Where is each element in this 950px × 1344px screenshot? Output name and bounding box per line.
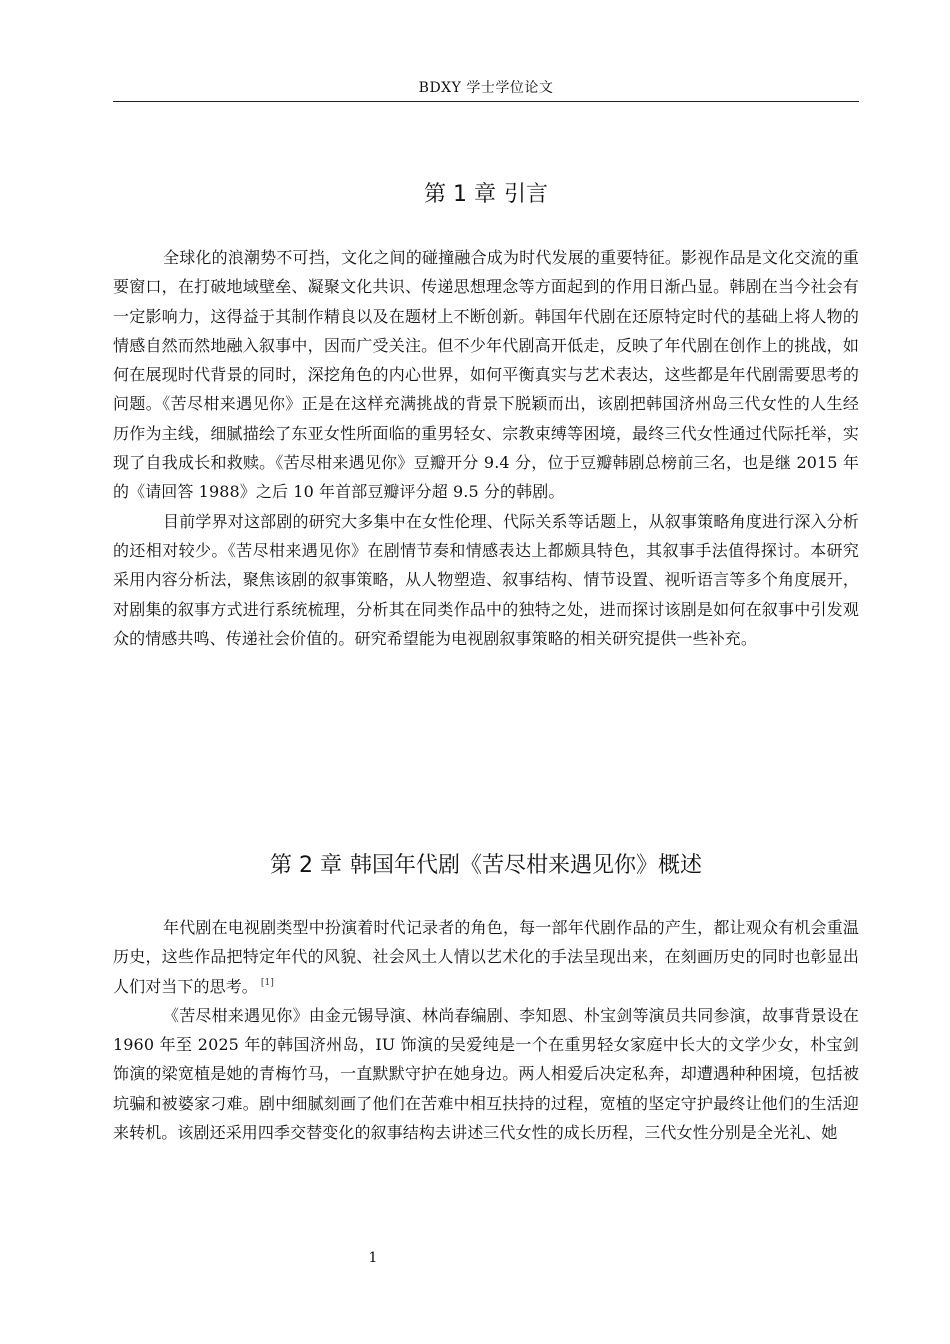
citation-marker: [1] (260, 978, 274, 989)
chapter-2-title: 韩国年代剧《苦尽柑来遇见你》概述 (349, 853, 702, 878)
chapter-1-body (113, 243, 859, 653)
chapter-1-title: 引言 (503, 182, 548, 207)
header-rule (113, 101, 859, 102)
running-header: BDXY 学士学位论文 (418, 80, 554, 96)
chapter-2-heading (113, 851, 859, 881)
chapter-2-paragraph-1 (113, 913, 859, 1001)
page-number: 1 (368, 1250, 378, 1266)
chapter-1-heading (113, 180, 859, 210)
chapter-1-paragraph-1: 全球化的浪潮势不可挡，文化之间的碰撞融合成为时代发展的重要特征。影视作品是文化交流的重要窗口，在打破地域壁垒、凝聚文化共识、传递思想理念等方面起到的作用日渐凸显。韩剧在当今社会有一定影响力，这得益于其制作精良以及在题材上不断创新。韩国年代剧在还原特定时代的基础上将人物的情感自然而然地融入叙事中，因而广受关注。但不少年代剧高开低走，反映了年代剧在创作上的挑战，如何在展现时代背景的同时，深挖角色的内心世界，如何平衡真实与艺术表达，这些都是年代剧需要思考的问题。《苦尽柑来遇见你》正是在这样充满挑战的背景下脱颖而出，该剧把韩国济州岛三代女性的人生经历作为主线，细腻描绘了东亚女性所面临的重男轻女、宗教束缚等困境，最终三代女性通过代际托举，实现了自我成长和救赎。《苦尽柑来遇见你》豆瓣开分 9.4 分，位于豆瓣韩剧总榜前三名，也是继 2015 年的《请回答 1988》之后 10 年首部豆瓣评分超 9.5 分的韩剧。 (113, 248, 859, 502)
chapter-1-paragraph-2: 目前学界对这部剧的研究大多集中在女性伦理、代际关系等话题上，从叙事策略角度进行深入分析的还相对较少。《苦尽柑来遇见你》在剧情节奏和情感表达上都颇具特色，其叙事手法值得探讨。本研究采用内容分析法，聚焦该剧的叙事策略，从人物塑造、叙事结构、情节设置、视听语言等多个角度展开，对剧集的叙事方式进行系统梳理，分析其在同类作品中的独特之处，进而探讨该剧是如何在叙事中引发观众的情感共鸣、传递社会价值的。研究希望能为电视剧叙事策略的相关研究提供一些补充。 (113, 511, 859, 648)
chapter-1-number: 第 1 章 (424, 182, 496, 207)
chapter-2-paragraph-1-text: 年代剧在电视剧类型中扮演着时代记录者的角色，每一部年代剧作品的产生，都让观众有机会重温历史，这些作品把特定年代的风貌、社会风土人情以艺术化的手法呈现出来，在刻画历史的同时也彰显出人们对当下的思考。 (113, 918, 859, 996)
chapter-2-paragraph-2: 《苦尽柑来遇见你》由金元锡导演、林尚春编剧、李知恩、朴宝剑等演员共同参演，故事背景设在 1960 年至 2025 年的韩国济州岛，IU 饰演的吴爱纯是一个在重男轻女家庭中长大的文学少女，朴宝剑饰演的梁宽植是她的青梅竹马，一直默默守护在她身边。两人相爱后决定私奔，却遭遇种种困境，包括被坑骗和被婆家刁难。剧中细腻刻画了他们在苦难中相互扶持的过程，宽植的坚定守护最终让他们的生活迎来转机。该剧还采用四季交替变化的叙事结构去讲述三代女性的成长历程，三代女性分别是全光礼、她 (113, 1005, 859, 1143)
chapter-2-body (113, 913, 859, 1147)
chapter-2-number: 第 2 章 (270, 853, 342, 878)
